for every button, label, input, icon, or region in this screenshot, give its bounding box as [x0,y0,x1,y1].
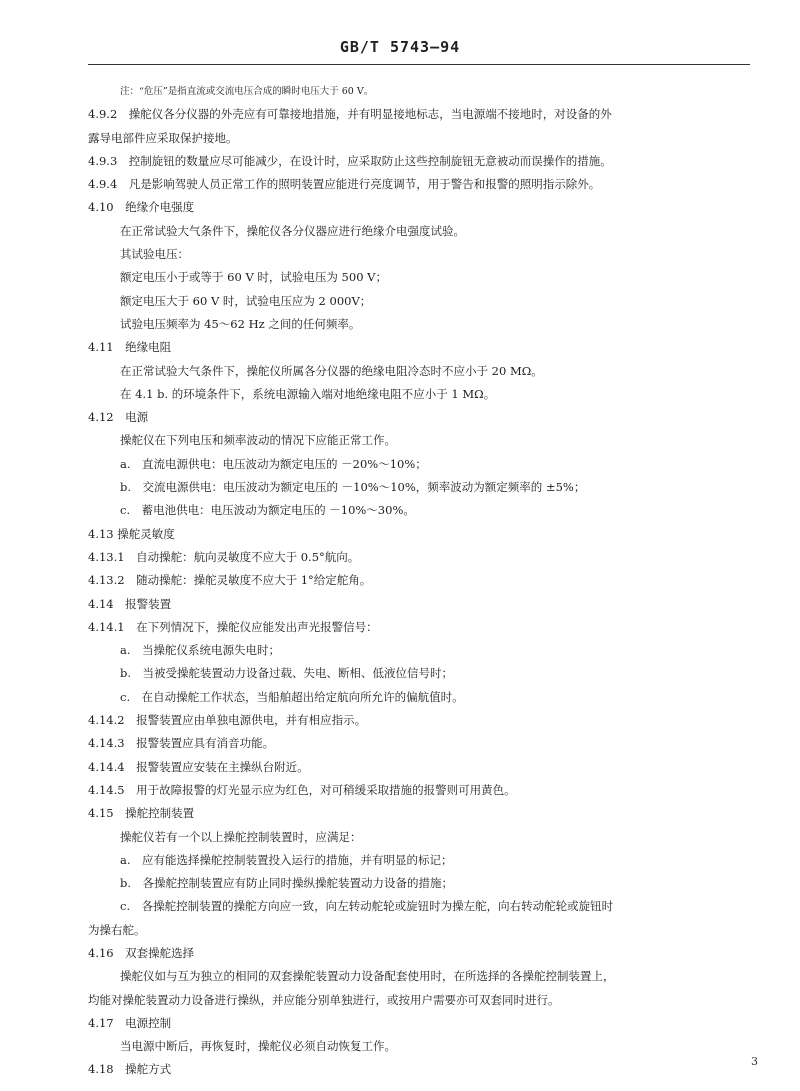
clause-4-13-1: 4.13.1 自动操舵：航向灵敏度不应大于 0.5°航向。 [88,549,360,564]
paragraph-line: 额定电压小于或等于 60 V 时，试验电压为 500 V； [120,270,387,285]
clause-4-14-2: 4.14.2 报警装置应由单独电源供电，并有相应指示。 [88,713,367,728]
clause-4-14-4: 4.14.4 报警装置应安装在主操纵台附近。 [88,759,309,774]
paragraph-line: 试验电压频率为 45～62 Hz 之间的任何频率。 [120,316,361,331]
list-item-c: c. 蓄电池供电：电压波动为额定电压的 －10%～30%。 [120,503,415,518]
section-4-11-heading: 4.11 绝缘电阻 [88,340,172,355]
list-item-a: a. 当操舵仪系统电源失电时； [120,643,281,658]
paragraph-line: 其试验电压： [120,247,189,262]
clause-4-9-2: 4.9.2 操舵仪各分仪器的外壳应有可靠接地措施，并有明显接地标志，当电源端不接地时，对设备的外 [88,107,612,122]
clause-4-9-2-continued: 露导电部件应采取保护接地。 [88,130,238,145]
clause-4-9-4: 4.9.4 凡是影响驾驶人员正常工作的照明装置应能进行亮度调节，用于警告和报警的照明指示除外。 [88,177,601,192]
clause-4-14-5: 4.14.5 用于故障报警的灯光显示应为红色，对可稍缓采取措施的报警则可用黄色。 [88,782,516,797]
paragraph-line-continued: 均能对操舵装置动力设备进行操纵，并应能分别单独进行，或按用户需要亦可双套同时进行。 [88,992,560,1007]
paragraph-line: 在 4.1 b. 的环境条件下，系统电源输入端对地绝缘电阻不应小于 1 MΩ。 [120,386,496,401]
page-number: 3 [751,1055,758,1068]
list-item-a: a. 应有能选择操舵控制装置投入运行的措施，并有明显的标记； [120,852,453,867]
section-4-15-heading: 4.15 操舵控制装置 [88,806,195,821]
clause-4-9-3: 4.9.3 控制旋钮的数量应尽可能减少，在设计时，应采取防止这些控制旋钮无意被动而误操作的措施。 [88,153,612,168]
clause-4-13-2: 4.13.2 随动操舵：操舵灵敏度不应大于 1°给定舵角。 [88,573,372,588]
paragraph-line: 在正常试验大气条件下，操舵仪所属各分仪器的绝缘电阻冷态时不应小于 20 MΩ。 [120,363,543,378]
paragraph-line: 在正常试验大气条件下，操舵仪各分仪器应进行绝缘介电强度试验。 [120,223,465,238]
clause-4-14-1: 4.14.1 在下列情况下，操舵仪应能发出声光报警信号： [88,619,378,634]
section-4-10-heading: 4.10 绝缘介电强度 [88,200,195,215]
list-item-b: b. 当被受操舵装置动力设备过载、失电、断相、低液位信号时； [120,666,454,681]
paragraph-line: 额定电压大于 60 V 时，试验电压应为 2 000V； [120,293,372,308]
section-4-13-heading: 4.13 操舵灵敏度 [88,526,175,541]
paragraph-line: 操舵仪在下列电压和频率波动的情况下应能正常工作。 [120,433,396,448]
standard-code-header: GB/T 5743—94 [339,38,461,56]
body-text [88,80,752,1082]
header-rule [88,64,750,65]
section-4-12-heading: 4.12 电源 [88,410,149,425]
list-item-b: b. 各操舵控制装置应有防止同时操纵操舵装置动力设备的措施； [120,876,454,891]
section-4-17-heading: 4.17 电源控制 [88,1015,172,1030]
clause-4-14-3: 4.14.3 报警装置应具有消音功能。 [88,736,275,751]
list-item-c: c. 各操舵控制装置的操舵方向应一致，向左转动舵轮或旋钮时为操左舵，向右转动舵轮或旋钮时 [120,899,614,914]
list-item-c: c. 在自动操舵工作状态，当船舶超出给定航向所允许的偏航值时。 [120,689,464,704]
paragraph-line: 操舵仪如与互为独立的相同的双套操舵装置动力设备配套使用时，在所选择的各操舵控制装置上， [120,969,615,984]
section-4-14-heading: 4.14 报警装置 [88,596,172,611]
paragraph-line: 当电源中断后，再恢复时，操舵仪必须自动恢复工作。 [120,1039,396,1054]
list-item-a: a. 直流电源供电：电压波动为额定电压的 －20%～10%； [120,456,427,471]
section-4-18-heading: 4.18 操舵方式 [88,1062,172,1077]
note-line: 注：“危压”是指直流或交流电压合成的瞬时电压大于 60 V。 [120,86,374,97]
list-item-b: b. 交流电源供电：电压波动为额定电压的 －10%～10%，频率波动为额定频率的 ±5%； [120,480,586,495]
paragraph-line: 操舵仪若有一个以上操舵控制装置时，应满足： [120,829,362,844]
list-item-c-continued: 为操右舵。 [88,922,146,937]
section-4-16-heading: 4.16 双套操舵选择 [88,945,195,960]
